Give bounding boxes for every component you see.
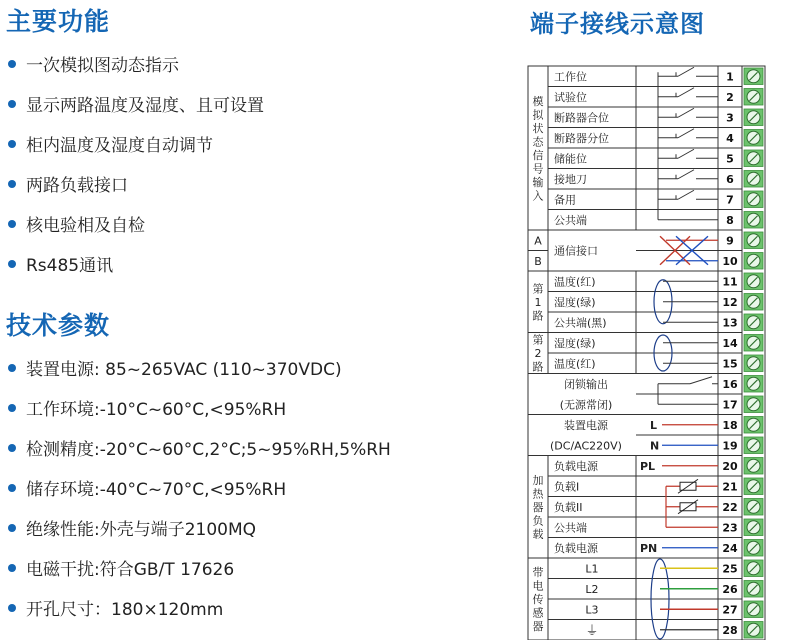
row-label: L2	[585, 582, 599, 596]
group-label-char: 感	[532, 606, 544, 620]
terminal-number: 7	[726, 193, 734, 207]
group-label-char: 第	[532, 333, 544, 347]
group-label-char: 入	[532, 189, 544, 203]
terminal-number: 11	[722, 275, 738, 289]
ground-icon: ⏚	[585, 623, 599, 639]
row-label: (DC/AC220V)	[550, 439, 622, 453]
row-label: 工作位	[554, 70, 587, 84]
terminal-number: 25	[722, 562, 738, 576]
load-marker-pn: PN	[640, 541, 658, 555]
specs-heading: 技术参数	[6, 311, 111, 340]
terminal-number: 26	[722, 582, 738, 596]
row-label: 公共端	[554, 521, 587, 535]
row-label: 温度(红)	[554, 275, 596, 289]
row-label: 接地刀	[554, 172, 587, 186]
group-label-char: 加	[532, 473, 544, 487]
list-item: 电磁干扰:符合GB/T 17626	[0, 550, 234, 590]
group-label-char: A	[534, 234, 542, 248]
terminal-number: 10	[722, 254, 738, 268]
row-label: 负载电源	[554, 459, 598, 473]
group-label-char: 器	[532, 500, 544, 514]
load-marker-pl: PL	[640, 459, 656, 473]
group-label-char: 2	[534, 347, 542, 360]
row-label: L1	[585, 562, 599, 576]
terminal-number: 14	[722, 336, 738, 350]
terminal-number: 27	[722, 603, 738, 617]
terminal-number: 12	[722, 295, 738, 309]
diagram-title: 端子接线示意图	[530, 10, 705, 38]
group-label-char: 负	[532, 514, 544, 528]
list-item: 两路负载接口	[0, 166, 128, 206]
group-label-char: 路	[532, 309, 544, 323]
terminal-number: 22	[722, 500, 738, 514]
group-label-char: 状	[532, 121, 544, 135]
switch-blade	[678, 170, 694, 179]
group-label-char: 带	[532, 566, 544, 579]
terminal-number: 2	[726, 90, 734, 104]
terminal-number: 18	[722, 418, 738, 432]
group-label-char: 热	[532, 487, 544, 501]
group-label-char: 载	[532, 527, 544, 541]
list-item: 核电验相及自检	[0, 206, 145, 246]
terminal-number: 15	[722, 357, 738, 371]
group-label-char: B	[534, 254, 542, 268]
list-item: 绝缘性能:外壳与端子2100MQ	[0, 510, 256, 550]
list-item: 柜内温度及湿度自动调节	[0, 126, 213, 166]
terminal-number: 17	[722, 398, 738, 412]
terminal-number: 6	[726, 172, 734, 186]
switch-blade	[678, 67, 694, 76]
group-label-char: 路	[532, 360, 544, 374]
group-label-char: 信	[532, 148, 544, 162]
power-marker-l: L	[650, 418, 658, 432]
row-label: 温度(红)	[554, 357, 596, 371]
row-label: 公共端	[554, 213, 587, 227]
row-label: 装置电源	[564, 418, 608, 432]
row-label: 闭锁输出	[564, 377, 608, 391]
functions-heading: 主要功能	[6, 7, 111, 36]
group-label-char: 第	[532, 282, 544, 296]
row-label: 储能位	[554, 152, 587, 166]
switch-blade	[678, 108, 694, 117]
group-label-char: 号	[532, 162, 544, 176]
terminal-number: 5	[726, 152, 734, 166]
terminal-number: 9	[726, 234, 734, 248]
group-label-char: 传	[532, 593, 544, 606]
terminal-number: 20	[722, 459, 738, 473]
row-label: 公共端(黑)	[554, 316, 607, 330]
terminal-number: 19	[722, 439, 738, 453]
power-marker-n: N	[650, 439, 660, 453]
list-item: 工作环境:-10°C~60°C,<95%RH	[0, 390, 286, 430]
switch-blade	[678, 190, 694, 199]
list-item: 开孔尺寸：180×120mm	[0, 590, 223, 630]
row-label: 负载II	[554, 500, 583, 514]
terminal-number: 4	[726, 131, 734, 145]
group-label-char: 电	[532, 579, 544, 593]
row-label: 试验位	[554, 90, 587, 104]
group-label-char: 模	[532, 94, 544, 108]
row-label: 负载I	[554, 480, 580, 494]
list-item: 显示两路温度及湿度、且可设置	[0, 86, 264, 126]
terminal-number: 21	[722, 480, 738, 494]
row-label: 负载电源	[554, 541, 598, 555]
list-item: Rs485通讯	[0, 246, 113, 286]
terminal-number: 28	[722, 623, 738, 637]
terminal-number: 1	[726, 70, 734, 84]
group-label-char: 态	[532, 135, 544, 149]
group-label-char: 1	[534, 295, 542, 309]
terminal-number: 13	[722, 316, 738, 330]
row-label: 断路器合位	[554, 111, 609, 125]
list-item: 装置电源: 85~265VAC (110~370VDC)	[0, 350, 342, 390]
terminal-number: 24	[722, 541, 738, 555]
switch-blade	[678, 88, 694, 97]
group-label-char: 拟	[532, 108, 544, 122]
switch-blade	[678, 129, 694, 138]
list-item: 检测精度:-20°C~60°C,2°C;5~95%RH,5%RH	[0, 430, 391, 470]
terminal-number: 3	[726, 111, 734, 125]
group-label-char: 器	[532, 620, 544, 633]
list-item: 一次模拟图动态指示	[0, 46, 179, 86]
row-label: 备用	[554, 193, 576, 207]
list-item: 储存环境:-40°C~70°C,<95%RH	[0, 470, 286, 510]
row-label: 通信接口	[554, 244, 598, 258]
terminal-number: 23	[722, 521, 738, 535]
switch-blade	[678, 149, 694, 158]
terminal-number: 16	[722, 377, 738, 391]
lock-blade	[690, 377, 712, 384]
row-label: L3	[585, 603, 599, 617]
row-label: (无源常闭)	[559, 398, 613, 412]
row-label: 湿度(绿)	[554, 295, 596, 309]
terminal-number: 8	[726, 213, 734, 227]
group-label-char: 输	[532, 175, 544, 189]
row-label: 断路器分位	[554, 131, 609, 145]
row-label: 湿度(绿)	[554, 336, 596, 350]
